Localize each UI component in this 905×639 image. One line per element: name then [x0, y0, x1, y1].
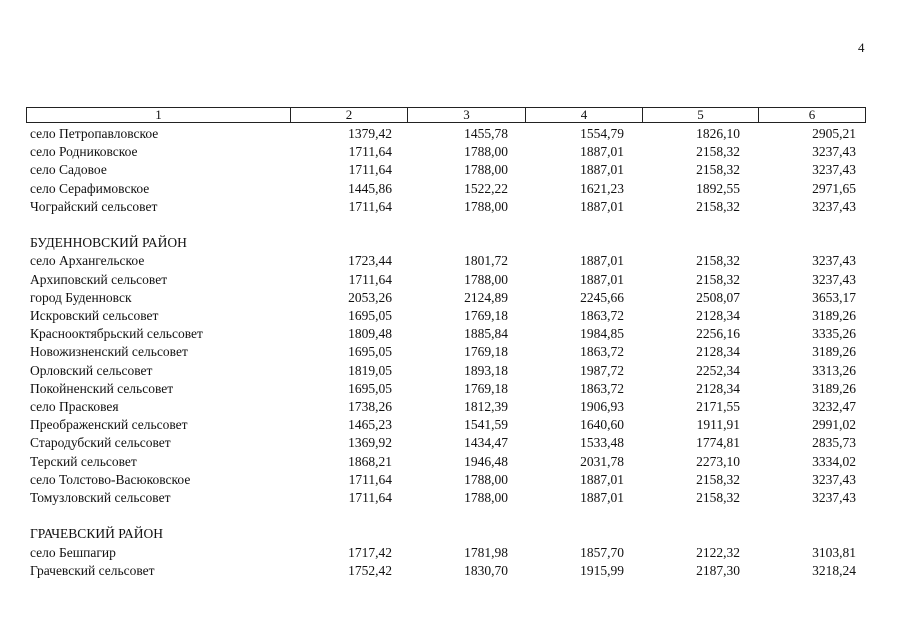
row-name: Орловский сельсовет — [30, 362, 153, 378]
row-value-col-5: 2128,34 — [696, 344, 740, 360]
row-value-col-2: 2053,26 — [348, 289, 392, 305]
row-value-col-5: 2128,34 — [696, 308, 740, 323]
row-value-col-2: 1711,64 — [348, 471, 392, 487]
row-value-col-4: 1863,72 — [580, 308, 624, 323]
row-value-col-5: 2158,32 — [696, 162, 740, 178]
row-name: Искровский сельсовет — [30, 308, 159, 323]
table-row — [30, 143, 860, 161]
row-name: Архиповский сельсовет — [30, 271, 168, 287]
table-row — [30, 380, 860, 398]
row-value-col-6: 3237,43 — [812, 253, 856, 269]
row-value-col-6: 2991,02 — [812, 417, 856, 433]
row-value-col-3: 1455,78 — [464, 126, 508, 141]
row-value-col-5: 2187,30 — [696, 562, 740, 578]
column-header-4: 4 — [525, 108, 642, 122]
row-value-col-5: 2158,32 — [696, 271, 740, 287]
row-value-col-2: 1711,64 — [348, 490, 392, 505]
row-name: село Петропавловское — [30, 126, 159, 141]
row-value-col-3: 1885,84 — [464, 326, 508, 342]
row-value-col-6: 3237,43 — [812, 198, 856, 214]
row-value-col-2: 1711,64 — [348, 198, 392, 214]
table-row — [30, 544, 860, 562]
row-value-col-4: 1887,01 — [580, 471, 624, 487]
row-value-col-5: 2158,32 — [696, 253, 740, 269]
row-value-col-3: 1801,72 — [464, 253, 508, 269]
row-value-col-5: 2273,10 — [696, 453, 740, 469]
row-value-col-4: 1887,01 — [580, 490, 624, 505]
row-value-col-6: 3189,26 — [812, 380, 856, 396]
row-value-col-5: 2508,07 — [696, 289, 740, 305]
table-row — [30, 271, 860, 289]
row-value-col-3: 1769,18 — [464, 380, 508, 396]
row-value-col-6: 3237,43 — [812, 471, 856, 487]
row-value-col-2: 1819,05 — [348, 362, 392, 378]
row-name: Грачевский сельсовет — [30, 562, 155, 578]
page-number: 4 — [858, 40, 865, 55]
row-value-col-6: 2835,73 — [812, 435, 856, 451]
row-value-col-4: 1621,23 — [580, 180, 624, 196]
row-value-col-3: 1830,70 — [464, 562, 508, 578]
row-value-col-4: 1915,99 — [580, 562, 624, 578]
table-row — [30, 307, 860, 325]
row-value-col-3: 2124,89 — [464, 289, 508, 305]
row-value-col-4: 2031,78 — [580, 453, 624, 469]
row-name: Стародубский сельсовет — [30, 435, 171, 451]
row-value-col-3: 1788,00 — [464, 144, 508, 160]
row-value-col-6: 3237,43 — [812, 490, 856, 505]
row-value-col-4: 1640,60 — [580, 417, 624, 433]
row-value-col-5: 1911,91 — [696, 417, 740, 433]
column-header-3: 3 — [407, 108, 525, 122]
row-value-col-6: 3237,43 — [812, 144, 856, 160]
table-row — [30, 180, 860, 198]
row-value-col-4: 1887,01 — [580, 144, 624, 160]
row-name: село Родниковское — [30, 144, 138, 160]
row-value-col-5: 2158,32 — [696, 471, 740, 487]
row-value-col-2: 1711,64 — [348, 271, 392, 287]
row-name: Терский сельсовет — [30, 453, 137, 469]
row-value-col-3: 1781,98 — [464, 544, 508, 560]
row-value-col-6: 3189,26 — [812, 308, 856, 323]
row-value-col-6: 2905,21 — [812, 126, 856, 141]
row-name: город Буденновск — [30, 289, 132, 305]
row-name: село Садовое — [30, 162, 107, 178]
row-value-col-2: 1809,48 — [348, 326, 392, 342]
row-value-col-3: 1769,18 — [464, 308, 508, 323]
table-row — [30, 325, 860, 343]
row-value-col-2: 1711,64 — [348, 162, 392, 178]
row-name: Чограйский сельсовет — [30, 198, 158, 214]
row-value-col-5: 2158,32 — [696, 198, 740, 214]
row-value-col-6: 3653,17 — [812, 289, 856, 305]
row-value-col-6: 3232,47 — [812, 399, 856, 414]
row-value-col-2: 1695,05 — [348, 380, 392, 396]
row-value-col-2: 1868,21 — [348, 453, 392, 469]
row-name: село Толстово-Васюковское — [30, 471, 191, 487]
row-name: село Бешпагир — [30, 544, 116, 560]
row-value-col-5: 2128,34 — [696, 380, 740, 396]
row-value-col-3: 1788,00 — [464, 162, 508, 178]
row-name: село Серафимовское — [30, 180, 150, 196]
section-title: ГРАЧЕВСКИЙ РАЙОН — [30, 526, 163, 542]
row-name: Преображенский сельсовет — [30, 417, 188, 433]
table-row — [30, 562, 860, 580]
table-row — [30, 471, 860, 489]
row-value-col-2: 1465,23 — [348, 417, 392, 433]
row-value-col-4: 1857,70 — [580, 544, 624, 560]
row-value-col-3: 1893,18 — [464, 362, 508, 378]
row-value-col-2: 1379,42 — [348, 126, 392, 141]
row-value-col-4: 1887,01 — [580, 198, 624, 214]
row-value-col-2: 1723,44 — [348, 253, 392, 269]
row-value-col-6: 3218,24 — [812, 562, 856, 578]
row-value-col-4: 1887,01 — [580, 162, 624, 178]
row-value-col-3: 1788,00 — [464, 490, 508, 505]
row-value-col-4: 1906,93 — [580, 399, 624, 414]
row-name: Томузловский сельсовет — [30, 490, 171, 505]
row-value-col-6: 3237,43 — [812, 162, 856, 178]
table-row — [30, 434, 860, 452]
row-name: Покойненский сельсовет — [30, 380, 174, 396]
row-value-col-2: 1695,05 — [348, 344, 392, 360]
row-value-col-2: 1711,64 — [348, 144, 392, 160]
row-value-col-5: 1826,10 — [696, 126, 740, 141]
row-name: село Прасковея — [30, 399, 119, 414]
row-name: Новожизненский сельсовет — [30, 344, 188, 360]
row-value-col-2: 1445,86 — [348, 180, 392, 196]
row-value-col-3: 1946,48 — [464, 453, 508, 469]
row-value-col-4: 1863,72 — [580, 344, 624, 360]
row-value-col-3: 1788,00 — [464, 198, 508, 214]
table-row — [30, 416, 860, 434]
row-value-col-4: 2245,66 — [580, 289, 624, 305]
row-value-col-5: 1892,55 — [696, 180, 740, 196]
row-value-col-5: 2256,16 — [696, 326, 740, 342]
row-value-col-4: 1863,72 — [580, 380, 624, 396]
row-value-col-2: 1369,92 — [348, 435, 392, 451]
row-value-col-3: 1434,47 — [464, 435, 508, 451]
row-value-col-4: 1887,01 — [580, 253, 624, 269]
table-row — [30, 252, 860, 270]
column-header-2: 2 — [290, 108, 407, 122]
row-value-col-4: 1887,01 — [580, 271, 624, 287]
row-value-col-4: 1987,72 — [580, 362, 624, 378]
row-value-col-5: 2171,55 — [696, 399, 740, 414]
table-row — [30, 198, 860, 216]
row-value-col-6: 3237,43 — [812, 271, 856, 287]
row-value-col-5: 2252,34 — [696, 362, 740, 378]
row-value-col-4: 1984,85 — [580, 326, 624, 342]
row-value-col-2: 1738,26 — [348, 399, 392, 414]
table-row — [30, 362, 860, 380]
row-name: село Архангельское — [30, 253, 145, 269]
section-title: БУДЕННОВСКИЙ РАЙОН — [30, 235, 187, 251]
table-row — [30, 125, 860, 143]
table-row — [30, 453, 860, 471]
row-value-col-2: 1717,42 — [348, 544, 392, 560]
row-name: Краснооктябрьский сельсовет — [30, 326, 203, 342]
table-row — [30, 343, 860, 361]
table-row — [30, 398, 860, 416]
row-value-col-4: 1554,79 — [580, 126, 624, 141]
column-header-6: 6 — [758, 108, 865, 122]
row-value-col-6: 3335,26 — [812, 326, 856, 342]
table-row — [30, 489, 860, 507]
row-value-col-6: 2971,65 — [812, 180, 856, 196]
row-value-col-5: 2158,32 — [696, 144, 740, 160]
row-value-col-6: 3103,81 — [812, 544, 856, 560]
column-header-5: 5 — [642, 108, 758, 122]
row-value-col-2: 1752,42 — [348, 562, 392, 578]
row-value-col-5: 1774,81 — [696, 435, 740, 451]
column-header-1: 1 — [155, 107, 162, 122]
row-value-col-3: 1769,18 — [464, 344, 508, 360]
row-value-col-5: 2158,32 — [696, 490, 740, 505]
row-value-col-3: 1541,59 — [464, 417, 508, 433]
table-header — [26, 107, 866, 123]
table-row — [30, 289, 860, 307]
row-value-col-3: 1788,00 — [464, 471, 508, 487]
row-value-col-5: 2122,32 — [696, 544, 740, 560]
row-value-col-3: 1522,22 — [464, 180, 508, 196]
row-value-col-6: 3313,26 — [812, 362, 856, 378]
table-row — [30, 161, 860, 179]
row-value-col-6: 3334,02 — [812, 453, 856, 469]
row-value-col-2: 1695,05 — [348, 308, 392, 323]
row-value-col-3: 1812,39 — [464, 399, 508, 414]
row-value-col-4: 1533,48 — [580, 435, 624, 451]
row-value-col-6: 3189,26 — [812, 344, 856, 360]
row-value-col-3: 1788,00 — [464, 271, 508, 287]
